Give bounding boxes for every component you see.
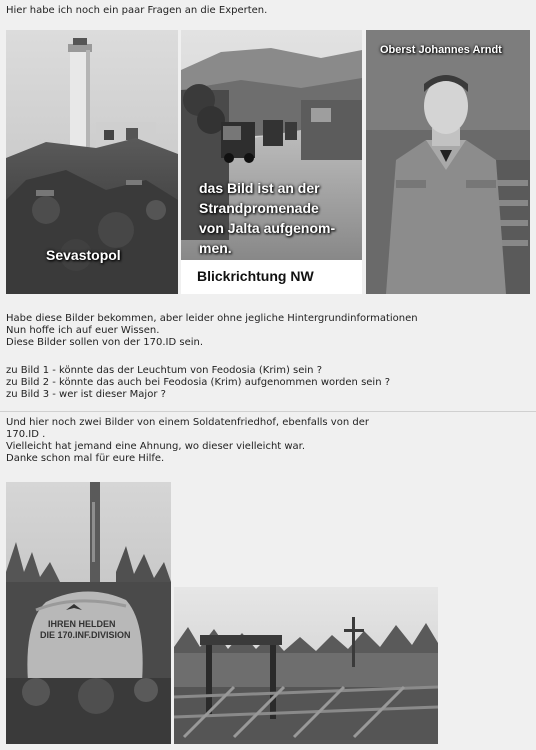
question-line: zu Bild 2 - könnte das auch bei Feodosia (Krim) aufgenommen worden sein ? <box>6 377 391 388</box>
question-line: zu Bild 3 - wer ist dieser Major ? <box>6 389 166 400</box>
photo2-caption-direction: Blickrichtung NW <box>197 268 314 284</box>
post1-body-line: Diese Bilder sollen von der 170.ID sein. <box>6 337 204 348</box>
post1-body-line: Habe diese Bilder bekommen, aber leider ohne jegliche Hintergrundinformationen <box>6 313 418 324</box>
photo2-caption-line-4: men. <box>199 240 232 256</box>
post2-line: Vielleicht hat jemand eine Ahnung, wo dieser vielleicht war. <box>6 441 306 452</box>
photo3-caption: Oberst Johannes Arndt <box>380 44 502 56</box>
post-intro: Hier habe ich noch ein paar Fragen an die Experten. <box>6 5 268 16</box>
promenade-photo[interactable] <box>181 30 362 294</box>
photo1-caption: Sevastopol <box>46 247 121 263</box>
photo2-caption-line-1: das Bild ist an der <box>199 180 320 196</box>
photo2-caption-line-3: von Jalta aufgenom- <box>199 220 336 236</box>
stone-inscription-line-1: IHREN HELDEN <box>48 619 116 629</box>
post1-body-line: Nun hoffe ich auf euer Wissen. <box>6 325 160 336</box>
post2-line: Danke schon mal für eure Hilfe. <box>6 453 165 464</box>
post2-line: 170.ID . <box>6 429 46 440</box>
officer-photo[interactable] <box>366 30 530 294</box>
stone-inscription-line-2: DIE 170.INF.DIVISION <box>40 630 131 640</box>
post2-line: Und hier noch zwei Bilder von einem Soldatenfriedhof, ebenfalls von der <box>6 417 369 428</box>
photo2-caption-line-2: Strandpromenade <box>199 200 319 216</box>
memorial-stone-photo[interactable] <box>6 482 171 744</box>
cemetery-photo[interactable] <box>174 587 438 744</box>
question-line: zu Bild 1 - könnte das der Leuchtum von Feodosia (Krim) sein ? <box>6 365 322 376</box>
lighthouse-photo[interactable] <box>6 30 178 294</box>
photo2-label-strip <box>181 260 362 294</box>
